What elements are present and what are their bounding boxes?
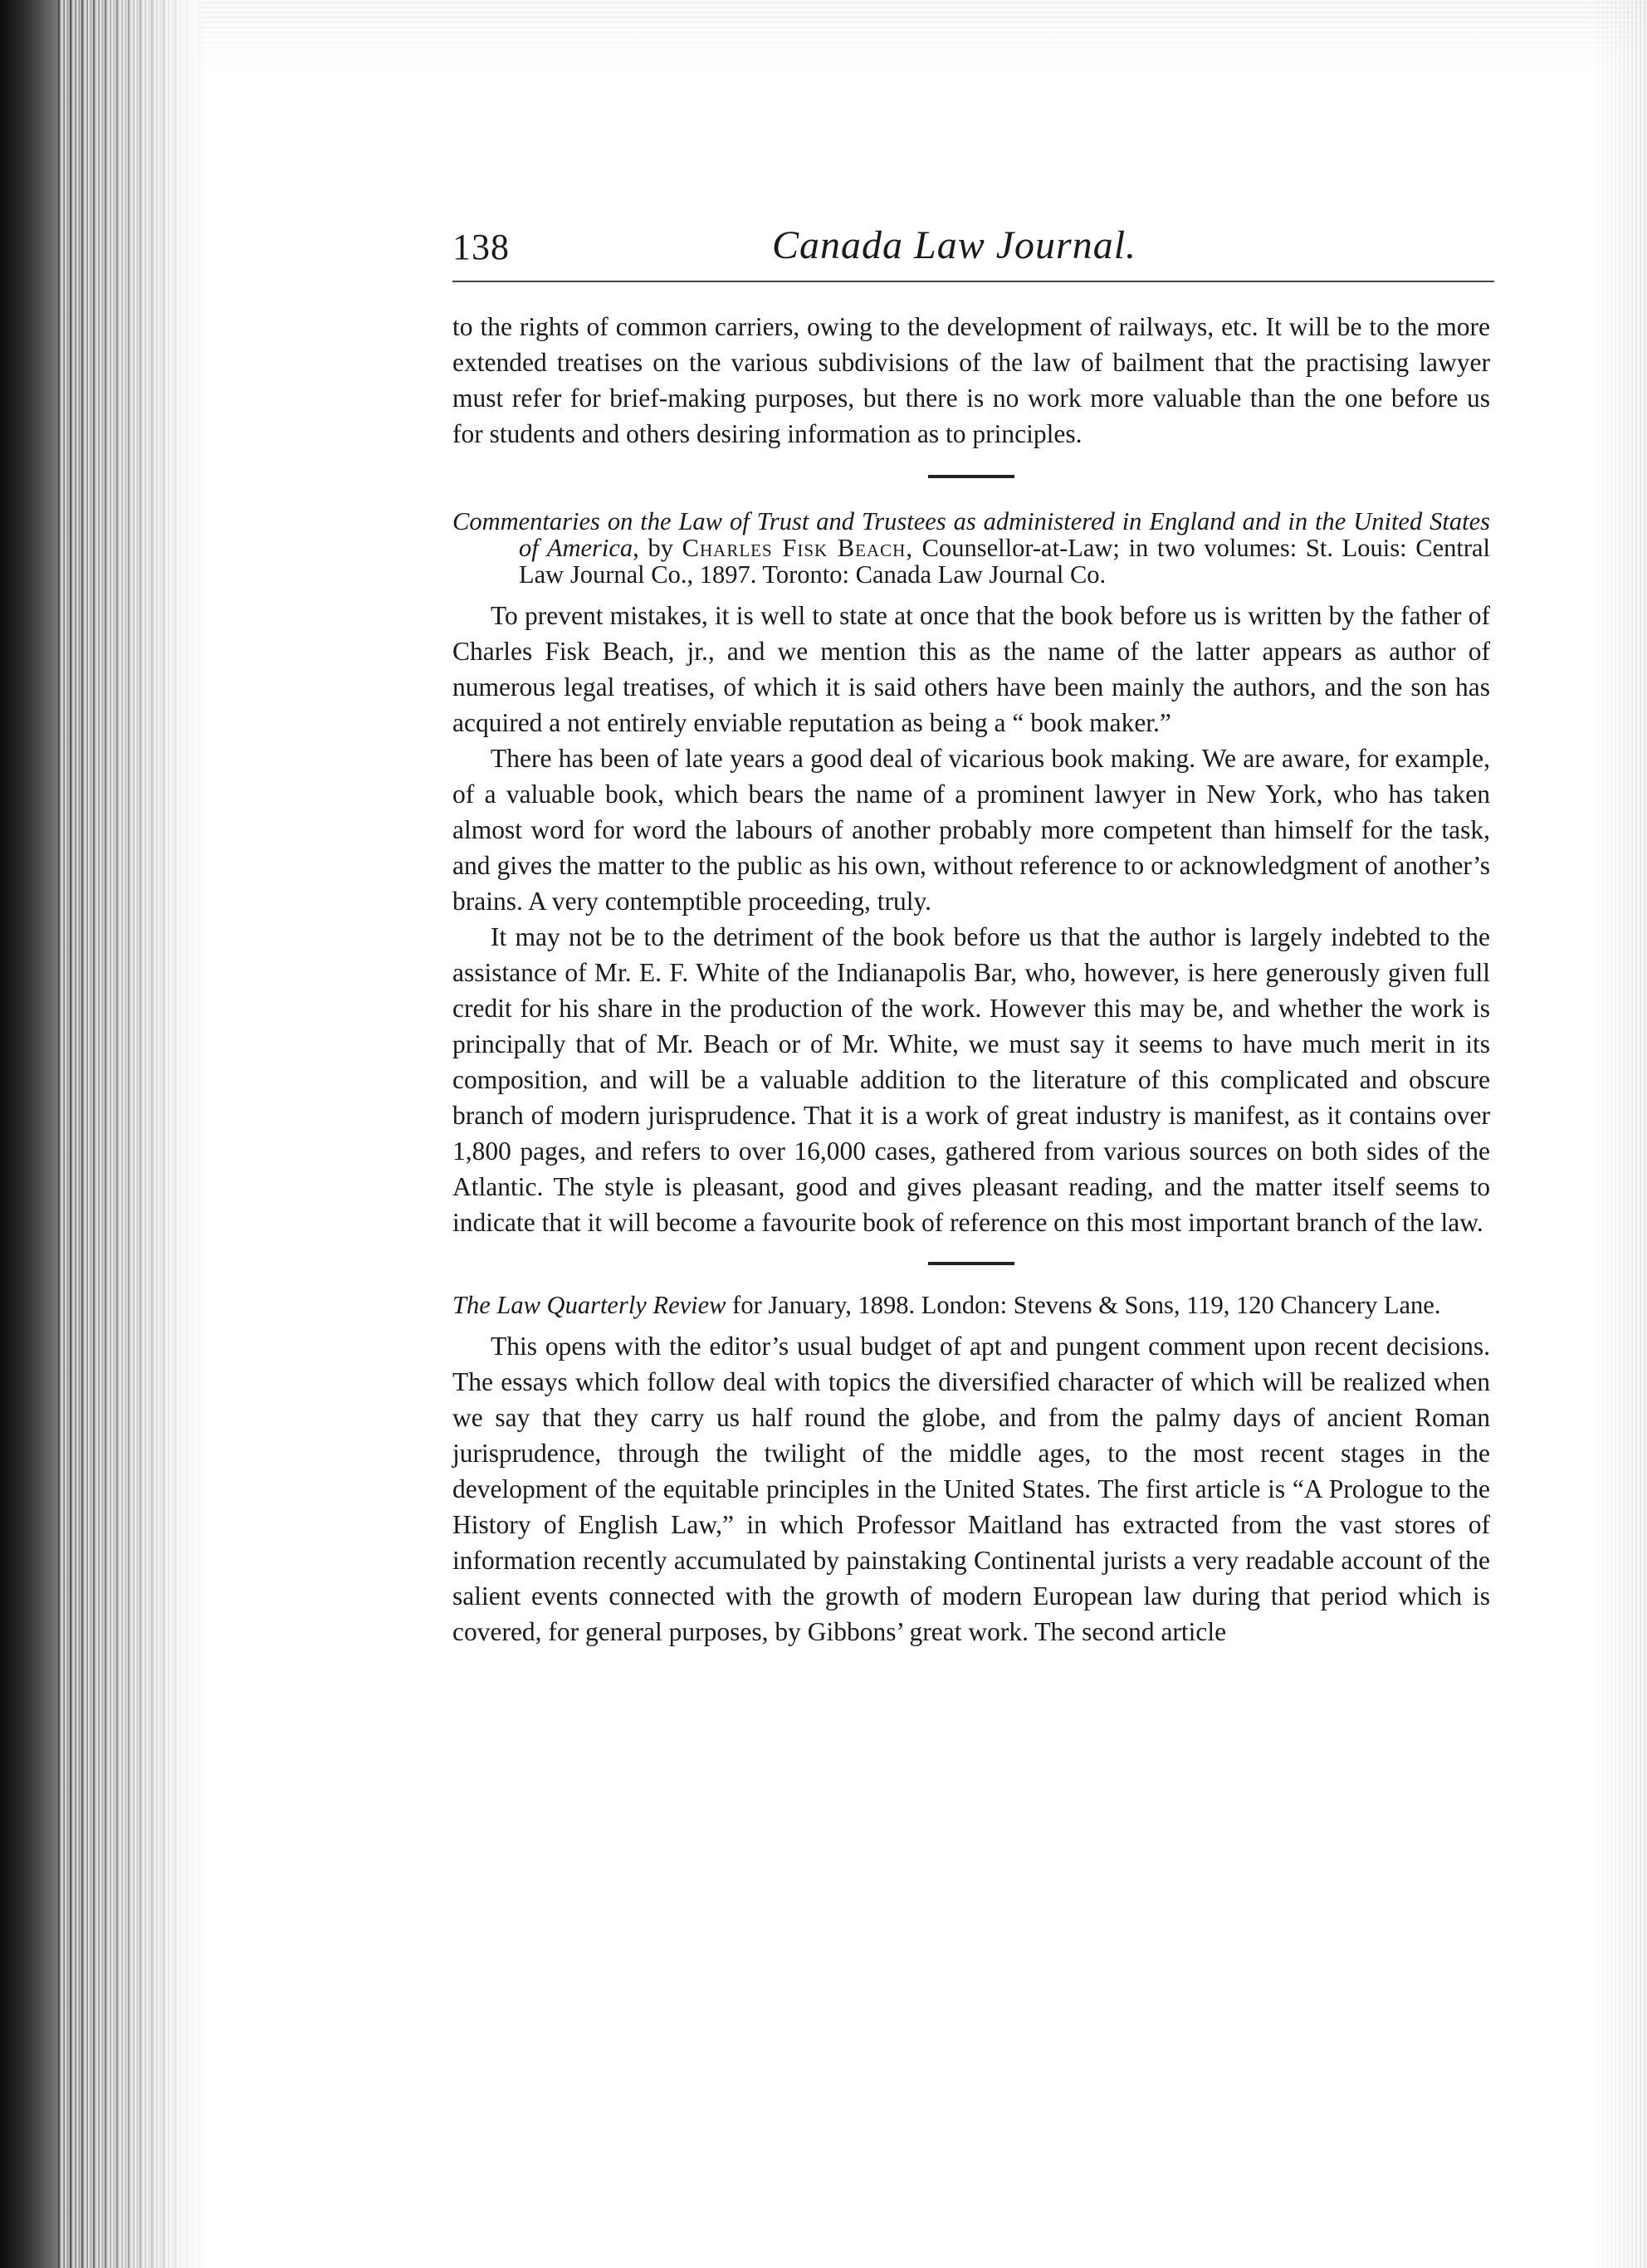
page-binding-shadow [0, 0, 58, 2268]
header-rule [452, 281, 1494, 282]
review-1-by: by [638, 534, 682, 562]
review-2-title: The Law Quarterly Review [452, 1291, 726, 1319]
review-1-citation [452, 508, 1490, 588]
intro-paragraph: to the rights of common carriers, owing to the development of railways, etc. It will be to the more extended treatises on the various subdivisions of the law of bailment that the practising lawyer must refer for brief-making purposes, but there is no work more valuable than the one before us for students and others desiring information as to principles. [452, 312, 1490, 448]
running-head [452, 223, 1494, 277]
review-2-paragraph: This opens with the editor’s usual budget of apt and pungent comment upon recent decisions. The essays which follow deal with topics the diversified character of which will be realized when we say that they carry us half round the globe, and from the palmy days of ancient Roman jurisprudence, through the twilight of the middle ages, to the most recent stages in the development of the equitable principles in the United States. The first article is “A Prologue to the History of English Law,” in which Professor Maitland has extracted from the vast stores of information recently accumulated by painstaking Continental jurists a very readable account of the salient events connected with the growth of modern European law during that period which is covered, for general purposes, by Gibbons’ great work. The second article [452, 1332, 1490, 1646]
page-right-edge [1589, 0, 1647, 2268]
review-1-paragraph: It may not be to the detriment of the book before us that the author is largely indebted to the assistance of Mr. E. F. White of the Indianapolis Bar, who, however, is here generously given full credit for his share in the production of the work. However this may be, and whether the work is principally that of Mr. Beach or of Mr. White, we must say it seems to have much merit in its composition, and will be a valuable addition to the literature of this complicated and obscure branch of modern jurisprudence. That it is a work of great industry is manifest, as it contains over 1,800 pages, and refers to over 16,000 cases, gathered from various sources on both sides of the Atlantic. The style is pleasant, good and gives pleasant reading, and the matter itself seems to indicate that it will become a favourite book of reference on this most important branch of the law. [452, 922, 1490, 1237]
section-divider [928, 475, 1014, 478]
review-2-citation [452, 1292, 1490, 1318]
review-1-title: Commentaries on the Law of Trust and Trustees as administered in England and in the United States of America, [452, 507, 1490, 562]
page-top-edge [199, 0, 1647, 75]
review-1-paragraph: There has been of late years a good deal of vicarious book making. We are aware, for example, of a valuable book, which bears the name of a prominent lawyer in New York, who has taken almost word for word the labours of another probably more competent than himself for the task, and gives the matter to the public as his own, without reference to or acknowledgment of another’s brains. A very contemptible proceeding, truly. [452, 744, 1490, 916]
section-divider [928, 1262, 1014, 1265]
review-1-author: Charles Fisk Beach, [682, 534, 913, 562]
review-1-paragraph: To prevent mistakes, it is well to state at once that the book before us is written by the father of Charles Fisk Beach, jr., and we mention this as the name of the latter appears as author of numerous legal treatises, of which it is said others have been mainly the authors, and the son has acquired a not entirely enviable reputation as being a “ book maker.” [452, 601, 1490, 737]
article-body [452, 309, 1490, 1650]
review-1-details: Counsellor-at-Law; in two volumes: St. Louis: Central Law Journal Co., 1897. Toronto: Canada Law Journal Co. [519, 534, 1491, 589]
review-2-details: for January, 1898. London: Stevens & Sons, 119, 120 Chancery Lane. [726, 1291, 1441, 1319]
journal-title: Canada Law Journal. [772, 223, 1137, 267]
page-number: 138 [452, 227, 510, 267]
